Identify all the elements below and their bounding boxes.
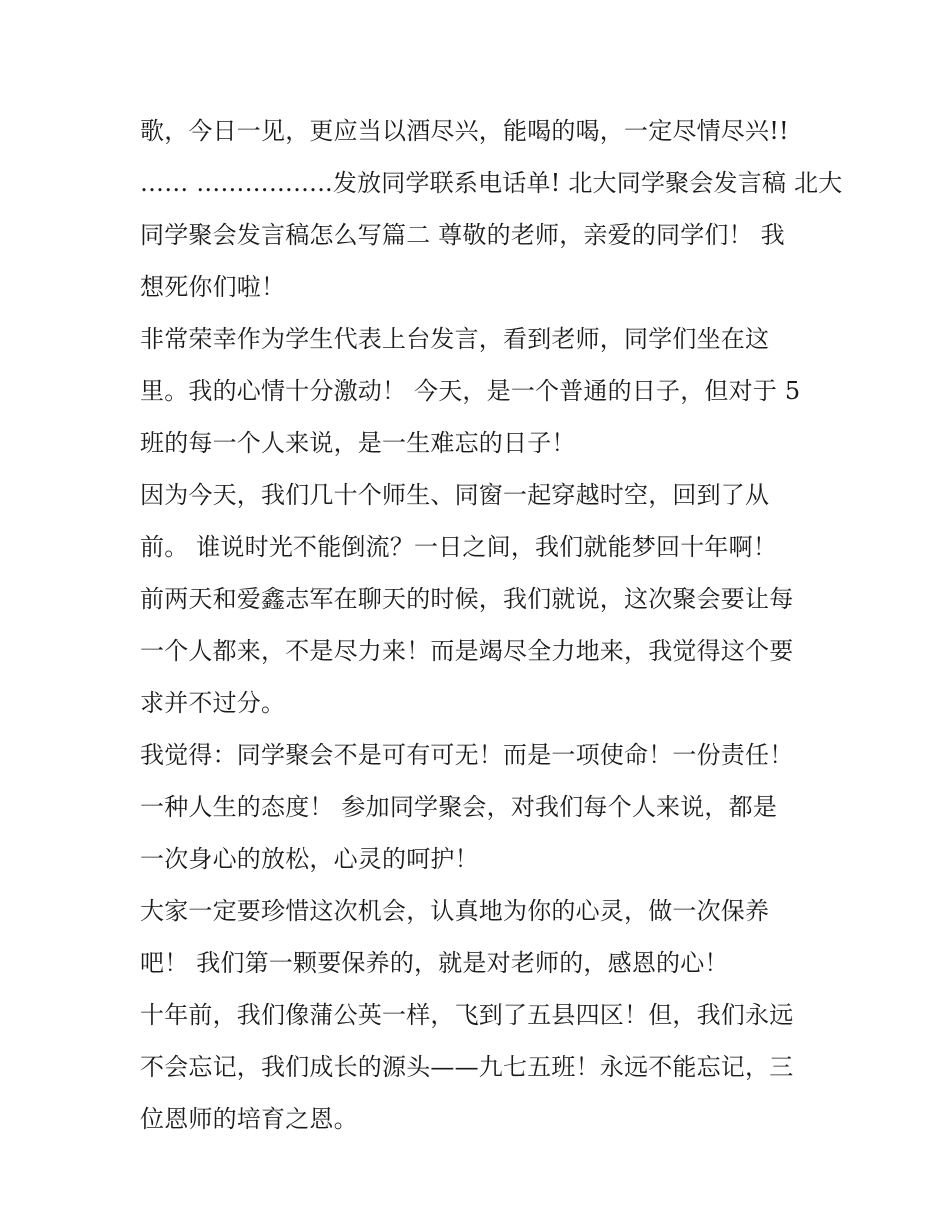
text-line: 前。 谁说时光不能倒流？一日之间，我们就能梦回十年啊！: [140, 533, 778, 561]
document-body: [140, 105, 843, 1145]
text-line: 不会忘记，我们成长的源头——九七五班！永远不能忘记，三: [140, 1053, 794, 1081]
text-line: 大家一定要珍惜这次机会，认真地为你的心灵，做一次保养: [140, 897, 770, 925]
text-line: 一种人生的态度！ 参加同学聚会，对我们每个人来说，都是: [140, 793, 778, 821]
text-line: 十年前，我们像蒲公英一样，飞到了五县四区！但，我们永远: [140, 1001, 794, 1029]
text-line: 里。我的心情十分激动！ 今天，是一个普通的日子，但对于 5: [140, 377, 801, 405]
text-line: 一个人都来，不是尽力来！而是竭尽全力地来，我觉得这个要: [140, 637, 794, 665]
text-line: …… ……………..发放同学联系电话单! 北大同学聚会发言稿 北大: [140, 169, 843, 197]
text-line: 求并不过分。: [140, 689, 286, 717]
text-line: 位恩师的培育之恩。: [140, 1105, 358, 1133]
text-line: 一次身心的放松，心灵的呵护！: [140, 845, 479, 873]
text-line: 班的每一个人来说，是一生难忘的日子！: [140, 429, 576, 457]
text-line: 歌，今日一见，更应当以酒尽兴，能喝的喝，一定尽情尽兴!!: [140, 117, 789, 145]
text-line: 想死你们啦！: [140, 273, 286, 301]
text-line: 我觉得：同学聚会不是可有可无！而是一项使命！一份责任！: [140, 741, 794, 769]
text-line: 吧！ 我们第一颗要保养的，就是对老师的，感恩的心！: [140, 949, 729, 977]
text-line: 非常荣幸作为学生代表上台发言，看到老师，同学们坐在这: [140, 325, 770, 353]
text-line: 前两天和爱鑫志军在聊天的时候，我们就说，这次聚会要让每: [140, 585, 794, 613]
text-line: 同学聚会发言稿怎么写篇二 尊敬的老师，亲爱的同学们！ 我: [140, 221, 785, 249]
text-line: 因为今天，我们几十个师生、同窗一起穿越时空，回到了从: [140, 481, 770, 509]
